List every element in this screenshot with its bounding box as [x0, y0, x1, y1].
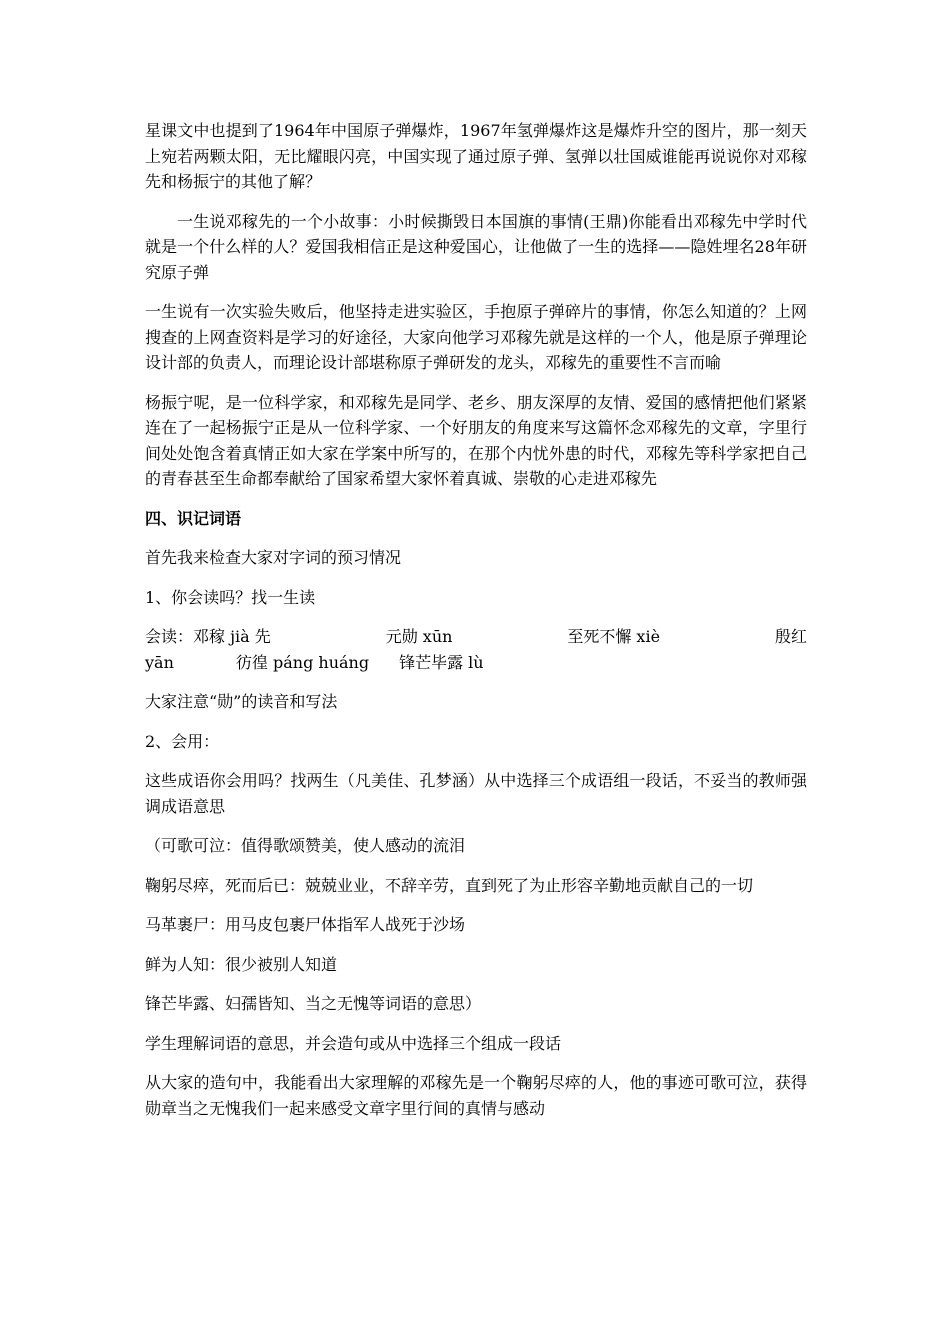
paragraph-conclusion: 从大家的造句中，我能看出大家理解的邓稼先是一个鞠躬尽瘁的人，他的事迹可歌可泣，获得勋章当之无愧我们一起来感受文章字里行间的真情与感动: [145, 1073, 807, 1118]
reading-row-1: [145, 624, 807, 650]
paragraph-atom-bomb: 星课文中也提到了1964年中国原子弹爆炸，1967年氢弹爆炸这是爆炸升空的图片，那一刻天上宛若两颗太阳，无比耀眼闪亮，中国实现了通过原子弹、氢弹以壮国威谁能再说说你对邓稼先和杨振宁的其他了解？: [145, 121, 807, 191]
paragraph-idiom-task: 这些成语你会用吗？找两生（凡美佳、孔梦涵）从中选择三个成语组一段话，不妥当的教师强调成语意思: [145, 771, 807, 816]
paragraph-student-task: 学生理解词语的意思，并会造句或从中选择三个组成一段话: [145, 1033, 562, 1053]
reading-word: 会读：邓稼 jià 先: [145, 627, 271, 646]
reading-word: 元勋 xūn: [385, 627, 453, 646]
reading-word: 殷红: [774, 627, 807, 646]
paragraph-note: 大家注意“勋”的读音和写法: [145, 692, 338, 711]
reading-words: [145, 624, 807, 675]
reading-word: yān: [145, 652, 174, 672]
reading-word: 至死不懈 xiè: [567, 627, 661, 646]
reading-row-2: [145, 650, 807, 676]
definition-kegekeqi: （可歌可泣：值得歌颂赞美，使人感动的流泪: [145, 836, 466, 855]
paragraph-story-flag: 一生说邓稼先的一个小故事：小时候撕毁日本国旗的事情(王鼎)你能看出邓稼先中学时代就是一个什么样的人？爱国我相信正是这种爱国心，让他做了一生的选择——隐姓埋名28年研究原子弹: [145, 211, 807, 282]
paragraph-intro: 首先我来检查大家对字词的预习情况: [145, 548, 402, 567]
document-page: [145, 118, 807, 1135]
definition-jugongjincui: 鞠躬尽瘁，死而后已：兢兢业业，不辞辛劳，直到死了为止形容辛勤地贡献自己的一切: [145, 875, 754, 895]
definition-xianweirenzhi: 鲜为人知：很少被别人知道: [145, 954, 338, 974]
paragraph-yang-zhenning: 杨振宁呢，是一位科学家，和邓稼先是同学、老乡、朋友深厚的友情、爱国的感情把他们紧紧连在了一起杨振宁正是从一位科学家、一个好朋友的角度来写这篇怀念邓稼先的文章，字里行间处处饱含着真情正如大家在学案中所写的，在那个内忧外患的时代，邓稼先等科学家把自己的青春甚至生命都奉献给了国家希望大家怀着真诚、崇敬的心走进邓稼先: [145, 392, 807, 488]
reading-word: 彷徨 páng huáng: [235, 652, 370, 672]
reading-word: 锋芒毕露 lù: [399, 652, 484, 672]
definition-mageguoshi: 马革裹尸：用马皮包裹尸体指军人战死于沙场: [145, 915, 466, 934]
list-item-2: 2、会用：: [145, 731, 220, 751]
definition-others: 锋芒毕露、妇孺皆知、当之无愧等词语的意思）: [145, 994, 482, 1013]
list-item-1: 1、你会读吗？找一生读: [145, 587, 316, 607]
section-heading: 四、识记词语: [145, 508, 242, 528]
paragraph-experiment: 一生说有一次实验失败后，他坚持走进实验区，手抱原子弹碎片的事情，你怎么知道的？上网搜查的上网查资料是学习的好途径，大家向他学习邓稼先就是这样的一个人，他是原子弹理论设计部的负责人，而理论设计部堪称原子弹研发的龙头，邓稼先的重要性不言而喻: [145, 302, 807, 372]
